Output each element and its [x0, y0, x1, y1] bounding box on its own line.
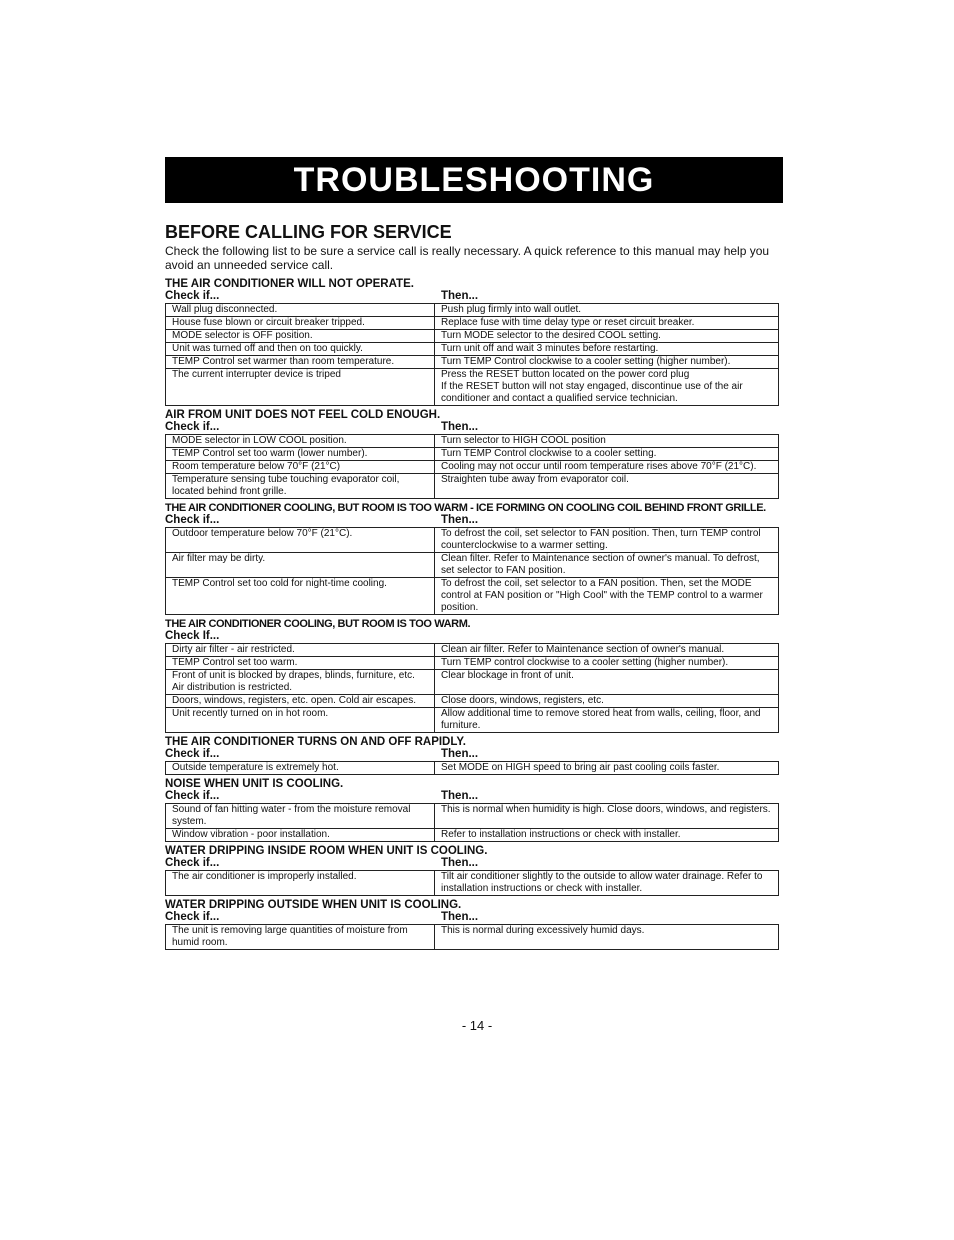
then-cell: Refer to installation instructions or check with installer. [435, 829, 779, 842]
table-row [166, 317, 779, 330]
problem-section [165, 409, 783, 499]
check-cell: Temperature sensing tube touching evaporator coil, located behind front grille. [166, 474, 435, 499]
page-number: - 14 - [461, 1018, 493, 1033]
then-cell: To defrost the coil, set selector to a FAN position. Then, set the MODE control at FAN position or "High Cool" with the TEMP control to a warmer position. [435, 578, 779, 615]
then-cell: Straighten tube away from evaporator coil. [435, 474, 779, 499]
table-row [166, 804, 779, 829]
problem-title: WATER DRIPPING OUTSIDE WHEN UNIT IS COOLING. [165, 899, 462, 911]
check-cell: TEMP Control set too warm. [166, 657, 435, 670]
check-cell: Outdoor temperature below 70°F (21°C). [166, 528, 435, 553]
table-row [166, 871, 779, 896]
check-cell: Sound of fan hitting water - from the moisture removal system. [166, 804, 435, 829]
table-row [166, 657, 779, 670]
check-cell: Unit recently turned on in hot room. [166, 708, 435, 733]
check-cell: Doors, windows, registers, etc. open. Cold air escapes. [166, 695, 435, 708]
column-headers [165, 790, 783, 802]
then-cell: Clean air filter. Refer to Maintenance section of owner's manual. [435, 644, 779, 657]
then-cell: Turn selector to HIGH COOL position [435, 435, 779, 448]
table-row [166, 644, 779, 657]
troubleshooting-table [165, 643, 779, 733]
then-cell: Turn MODE selector to the desired COOL setting. [435, 330, 779, 343]
intro-text: Check the following list to be sure a service call is really necessary. A quick reference to this manual may help you avoid an unneeded service call. [165, 244, 770, 272]
check-cell: Wall plug disconnected. [166, 304, 435, 317]
table-row [166, 304, 779, 317]
then-cell: This is normal when humidity is high. Close doors, windows, and registers. [435, 804, 779, 829]
table-row [166, 553, 779, 578]
table-row [166, 762, 779, 775]
check-if-header: Check If... [165, 630, 220, 642]
table-row [166, 695, 779, 708]
table-row [166, 578, 779, 615]
then-header: Then... [441, 421, 479, 433]
then-cell: Turn unit off and wait 3 minutes before restarting. [435, 343, 779, 356]
then-cell: Allow additional time to remove stored heat from walls, ceiling, floor, and furniture. [435, 708, 779, 733]
problem-title: THE AIR CONDITIONER TURNS ON AND OFF RAPIDLY. [165, 736, 466, 748]
table-row [166, 343, 779, 356]
then-cell: Replace fuse with time delay type or reset circuit breaker. [435, 317, 779, 330]
column-headers [165, 911, 783, 923]
problem-section [165, 845, 783, 896]
check-cell: Unit was turned off and then on too quickly. [166, 343, 435, 356]
check-cell: Front of unit is blocked by drapes, blinds, furniture, etc. Air distribution is restricted. [166, 670, 435, 695]
problem-title: NOISE WHEN UNIT IS COOLING. [165, 778, 344, 790]
check-cell: MODE selector is OFF position. [166, 330, 435, 343]
then-cell: Push plug firmly into wall outlet. [435, 304, 779, 317]
then-cell: Cooling may not occur until room temperature rises above 70°F (21°C). [435, 461, 779, 474]
check-cell: House fuse blown or circuit breaker tripped. [166, 317, 435, 330]
then-cell: Clear blockage in front of unit. [435, 670, 779, 695]
then-cell: Clean filter. Refer to Maintenance section of owner's manual. To defrost, set selector to FAN position. [435, 553, 779, 578]
check-cell: MODE selector in LOW COOL position. [166, 435, 435, 448]
then-cell: Turn TEMP Control clockwise to a cooler setting (higher number). [435, 356, 779, 369]
column-headers [165, 421, 783, 433]
check-cell: TEMP Control set too warm (lower number). [166, 448, 435, 461]
troubleshooting-table [165, 434, 779, 499]
then-cell: Turn TEMP Control clockwise to a cooler setting. [435, 448, 779, 461]
problem-section [165, 899, 783, 950]
problem-section [165, 278, 783, 406]
check-cell: Room temperature below 70°F (21°C) [166, 461, 435, 474]
then-cell: Turn TEMP control clockwise to a cooler setting (higher number). [435, 657, 779, 670]
table-row [166, 829, 779, 842]
then-cell: Press the RESET button located on the power cord plug If the RESET button will not stay engaged, discontinue use of the air conditioner and contact a qualified service technician. [435, 369, 779, 406]
check-cell: The air conditioner is improperly installed. [166, 871, 435, 896]
table-row [166, 528, 779, 553]
troubleshooting-table [165, 761, 779, 775]
then-cell: Close doors, windows, registers, etc. [435, 695, 779, 708]
problem-title: WATER DRIPPING INSIDE ROOM WHEN UNIT IS COOLING. [165, 845, 488, 857]
troubleshooting-banner: TROUBLESHOOTING [165, 157, 783, 203]
table-row [166, 474, 779, 499]
check-if-header: Check if... [165, 911, 220, 923]
table-row [166, 925, 779, 950]
table-row [166, 461, 779, 474]
then-cell: To defrost the coil, set selector to FAN position. Then, turn TEMP control counterclockwise to a warmer setting. [435, 528, 779, 553]
column-headers [165, 748, 783, 760]
problem-title: THE AIR CONDITIONER COOLING, BUT ROOM IS TOO WARM - ICE FORMING ON COOLING COIL BEHIND FRONT GRILLE. [165, 502, 766, 514]
troubleshooting-table [165, 870, 779, 896]
column-headers [165, 514, 783, 526]
then-cell: Set MODE on HIGH speed to bring air past cooling coils faster. [435, 762, 779, 775]
troubleshooting-table [165, 303, 779, 406]
column-headers [165, 630, 783, 642]
check-if-header: Check if... [165, 290, 220, 302]
then-header: Then... [441, 911, 479, 923]
check-if-header: Check if... [165, 514, 220, 526]
check-cell: Outside temperature is extremely hot. [166, 762, 435, 775]
then-header: Then... [441, 790, 479, 802]
troubleshooting-table [165, 527, 779, 615]
check-cell: Air filter may be dirty. [166, 553, 435, 578]
column-headers [165, 290, 783, 302]
problem-title: THE AIR CONDITIONER COOLING, BUT ROOM IS TOO WARM. [165, 618, 471, 630]
table-row [166, 448, 779, 461]
check-cell: TEMP Control set warmer than room temperature. [166, 356, 435, 369]
table-row [166, 330, 779, 343]
troubleshooting-sections [165, 278, 783, 950]
problem-section [165, 736, 783, 775]
table-row [166, 435, 779, 448]
troubleshooting-table [165, 924, 779, 950]
then-header: Then... [441, 748, 479, 760]
troubleshooting-content [165, 222, 783, 950]
check-cell: The current interrupter device is triped [166, 369, 435, 406]
table-row [166, 708, 779, 733]
check-cell: The unit is removing large quantities of moisture from humid room. [166, 925, 435, 950]
then-cell: Tilt air conditioner slightly to the outside to allow water drainage. Refer to installation instructions or check with installer. [435, 871, 779, 896]
check-cell: TEMP Control set too cold for night-time cooling. [166, 578, 435, 615]
check-if-header: Check if... [165, 857, 220, 869]
check-cell: Window vibration - poor installation. [166, 829, 435, 842]
check-if-header: Check if... [165, 790, 220, 802]
check-cell: Dirty air filter - air restricted. [166, 644, 435, 657]
table-row [166, 356, 779, 369]
then-header: Then... [441, 290, 479, 302]
problem-section [165, 618, 783, 733]
problem-title: AIR FROM UNIT DOES NOT FEEL COLD ENOUGH. [165, 409, 441, 421]
troubleshooting-table [165, 803, 779, 842]
problem-section [165, 778, 783, 842]
then-header: Then... [441, 514, 479, 526]
then-header: Then... [441, 857, 479, 869]
problem-section [165, 502, 783, 615]
then-cell: This is normal during excessively humid days. [435, 925, 779, 950]
check-if-header: Check if... [165, 421, 220, 433]
problem-title: THE AIR CONDITIONER WILL NOT OPERATE. [165, 278, 414, 290]
table-row [166, 670, 779, 695]
table-row [166, 369, 779, 406]
column-headers [165, 857, 783, 869]
check-if-header: Check if... [165, 748, 220, 760]
section-heading: BEFORE CALLING FOR SERVICE [165, 222, 452, 242]
